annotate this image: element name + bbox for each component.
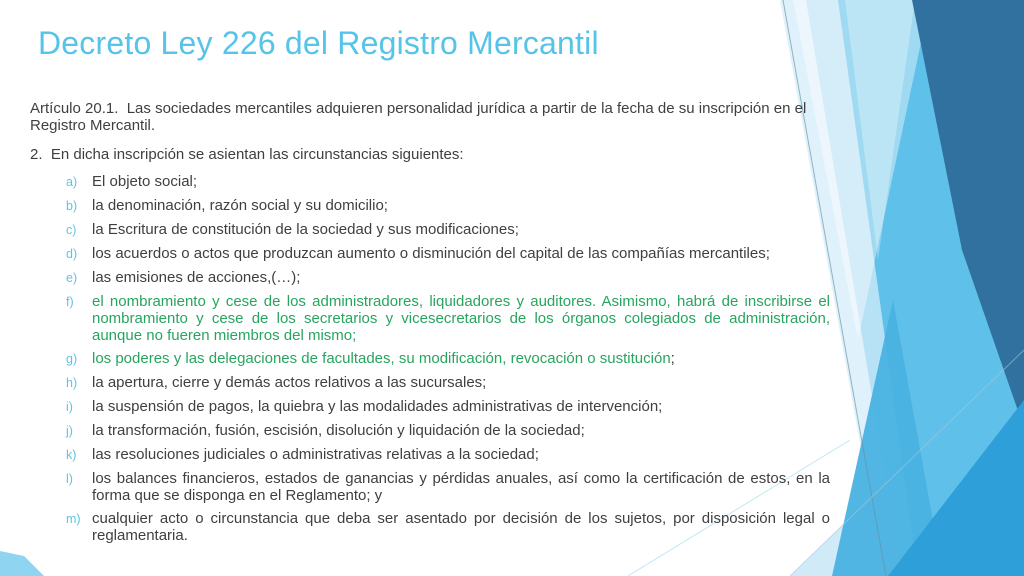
list-item: [66, 470, 830, 504]
list-item-marker: e): [66, 271, 78, 285]
list-item-text: la apertura, cierre y demás actos relativos a las sucursales;: [92, 374, 487, 391]
slide-title: Decreto Ley 226 del Registro Mercantil: [38, 25, 599, 61]
list-item-suffix: ;: [670, 350, 675, 367]
list-item-text: la Escritura de constitución de la sociedad y sus modificaciones;: [92, 221, 519, 238]
list-item: [66, 221, 830, 239]
paragraph-inscripcion-intro: 2. En dicha inscripción se asientan las circunstancias siguientes:: [30, 146, 464, 163]
slide-body: [30, 100, 830, 550]
list-item: [66, 510, 830, 544]
list-item: [66, 293, 830, 344]
list-item-marker: j): [66, 424, 73, 438]
list-item: [66, 269, 830, 287]
list-item-marker: a): [66, 175, 78, 189]
list-item-marker: b): [66, 199, 78, 213]
list-item: [66, 350, 830, 368]
list-item-text: la denominación, razón social y su domicilio;: [92, 197, 388, 214]
circumstances-list: [30, 173, 830, 544]
list-item-marker: g): [66, 352, 78, 366]
list-item-text: las emisiones de acciones,(…);: [92, 269, 301, 286]
list-item-text: cualquier acto o circunstancia que deba ser asentado por decisión de los sujetos, por disposición legal o reglamentaria.: [92, 510, 830, 544]
list-item-marker: i): [66, 400, 73, 414]
list-item-text: las resoluciones judiciales o administrativas relativas a la sociedad;: [92, 446, 539, 463]
list-item: [66, 197, 830, 215]
list-item-text: los balances financieros, estados de ganancias y pérdidas anuales, así como la certificación de estos, en la forma que se disponga en el Reglamento; y: [92, 470, 830, 504]
list-item: [66, 245, 830, 263]
list-item: [66, 398, 830, 416]
list-item: [66, 422, 830, 440]
list-item-text: El objeto social;: [92, 173, 198, 190]
list-item: [66, 374, 830, 392]
list-item-text: la transformación, fusión, escisión, disolución y liquidación de la sociedad;: [92, 422, 585, 439]
paragraph-articulo-20-1: Artículo 20.1. Las sociedades mercantiles adquieren personalidad jurídica a partir de la fecha de su inscripción en el Registro Mercantil.: [30, 100, 811, 134]
list-item-text: el nombramiento y cese de los administradores, liquidadores y auditores. Asimismo, habrá de inscribirse el nombramiento y cese de los secretarios y vicesecretarios de los órganos colegiados de administración, aunque no fueren miembros del mismo;: [92, 293, 830, 344]
list-item-marker: h): [66, 376, 78, 390]
list-item-marker: k): [66, 448, 77, 462]
list-item: [66, 173, 830, 191]
list-item: [66, 446, 830, 464]
list-item-marker: f): [66, 295, 74, 309]
list-item-marker: m): [66, 512, 81, 526]
list-item-text: los acuerdos o actos que produzcan aumento o disminución del capital de las compañías mercantiles;: [92, 245, 770, 262]
list-item-marker: d): [66, 247, 78, 261]
list-item-text: los poderes y las delegaciones de facultades, su modificación, revocación o sustitución;: [92, 350, 675, 367]
list-item-marker: l): [66, 472, 73, 486]
list-item-marker: c): [66, 223, 77, 237]
list-item-text: la suspensión de pagos, la quiebra y las modalidades administrativas de intervención;: [92, 398, 663, 415]
